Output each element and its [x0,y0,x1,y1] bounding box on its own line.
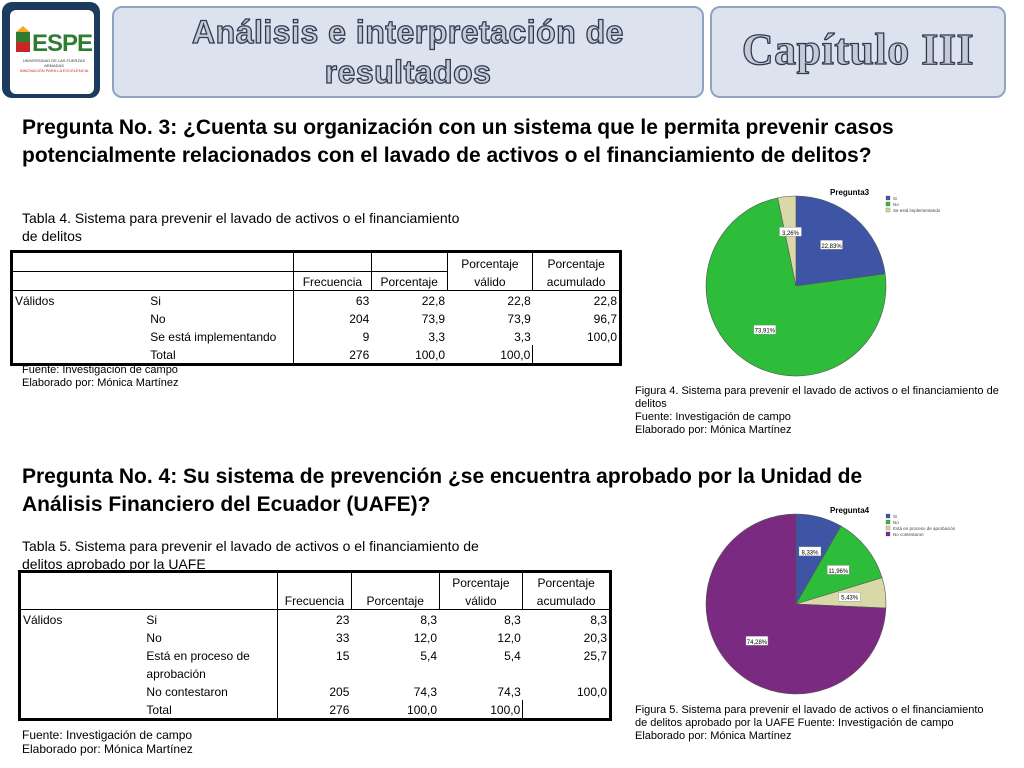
cell-frequency: 15 [278,646,352,664]
cell-frequency: 63 [293,291,371,310]
row-group-label: Válidos [23,613,63,627]
cell-valid-percent: 73,9 [507,312,531,326]
page-title-line1: Análisis e interpretación de [192,14,624,50]
chapter-title: Capítulo III [741,25,975,74]
table-header-row-2 [20,591,611,610]
cell-valid-percent: 8,3 [504,613,521,627]
table-header-row [12,252,621,272]
row-label: aprobación [146,667,206,681]
row-label: Si [146,613,158,627]
row-label: Total [150,348,176,362]
table-4-caption [22,209,522,245]
table-4-source-block [22,364,179,390]
row-label: Se está implementando [150,330,277,344]
legend-swatch [886,532,890,536]
cell-cumulative-percent: 100,0 [576,685,607,699]
cell-frequency: 276 [293,345,371,365]
row-label: No contestaron [146,685,228,699]
cell-valid-percent: 5,4 [504,649,521,663]
col-header-valid-top: Porcentaje [439,572,523,592]
cell-frequency: 204 [293,309,371,327]
cell-percent: 100,0 [415,348,446,362]
pie-chart-pregunta4 [700,500,1020,700]
cell-valid-percent: 3,3 [514,330,531,344]
table-row [20,682,611,700]
slice-label: 73,91% [754,328,776,335]
table-row [20,664,611,682]
logo-frame [2,2,100,98]
title-banner [112,6,704,98]
chapter-banner [710,6,1006,98]
row-label: Total [146,703,172,717]
cell-valid-percent: 22,8 [507,294,531,308]
espe-logo [10,10,94,94]
logo-subtitle: UNIVERSIDAD DE LAS FUERZAS ARMADAS [22,58,86,68]
table-row [12,327,621,345]
figure-5-caption [635,704,1020,743]
table-row-total [20,700,611,720]
table-4 [10,250,622,366]
cell-percent: 100,0 [407,703,438,717]
legend-swatch [886,208,890,212]
cell-percent: 8,3 [420,613,438,627]
cell-percent: 73,9 [421,312,446,326]
col-header-valid-bottom: válido [447,272,533,291]
table-5-source: Fuente: Investigación de campo [22,728,193,742]
logo-text: ESPE [32,30,93,57]
table-5 [18,570,612,721]
question-3-title-line2: potencialmente relacionados con el lavado de activos o el financiamiento de delitos? [22,144,872,167]
table-header-row-2 [12,272,621,291]
table-5-caption [22,537,502,573]
figure-4-source: Fuente: Investigación de campo [635,411,791,423]
legend-swatch [886,196,890,200]
col-header-cum-bottom: acumulado [533,272,621,291]
question-3-title [22,114,1012,170]
cell-valid-percent: 100,0 [490,703,521,717]
pie-title: Pregunta4 [830,506,870,515]
table-row [20,628,611,646]
cell-frequency: 33 [278,628,352,646]
question-4-title-line2: Análisis Financiero del Ecuador (UAFE)? [22,493,431,516]
table-row [20,610,611,629]
cell-cumulative-percent: 100,0 [586,330,617,344]
figure-4-caption [635,385,1020,437]
cell-valid-percent: 12,0 [497,631,521,645]
cell-percent: 5,4 [420,649,438,663]
table-row-total [12,345,621,365]
col-header-valid-top: Porcentaje [447,252,533,272]
cell-cumulative-percent [533,345,621,365]
table-4-caption-line1: Tabla 4. Sistema para prevenir el lavado de activos o el financiamiento [22,210,460,226]
cell-frequency: 205 [278,682,352,700]
logo-tagline: INNOVACIÓN PARA LA EXCELENCIA [19,68,89,73]
pie-title: Pregunta3 [830,188,870,197]
table-5-caption-line1: Tabla 5. Sistema para prevenir el lavado de activos o el financiamiento de [22,538,479,554]
col-header-percent: Porcentaje [351,591,439,610]
slice-label: 5,43% [841,595,859,602]
table-5-source-block [22,728,193,756]
cell-frequency: 276 [278,700,352,720]
row-label: Si [150,294,161,308]
cell-frequency: 9 [293,327,371,345]
table-row [12,309,621,327]
legend-swatch [886,514,890,518]
cell-percent: 74,3 [413,685,438,699]
legend-label: No contestaron [893,532,924,537]
figure-5-caption-line3: Elaborado por: Mónica Martínez [635,730,792,742]
figure-5-caption-line2: de delitos aprobado por la UAFE Fuente: Investigación de campo [635,717,954,729]
row-group-label: Válidos [15,294,55,308]
row-label: No [150,312,166,326]
legend-label: No [893,520,899,525]
figure-4-author: Elaborado por: Mónica Martínez [635,424,792,436]
slice-label: 11,96% [828,568,849,575]
figure-4-caption-line1: Figura 4. Sistema para prevenir el lavado de activos o el financiamiento de [635,385,999,397]
cell-cumulative-percent [523,700,611,720]
col-header-valid-bottom: válido [439,591,523,610]
slice-label: 22,83% [821,243,842,250]
cell-frequency: 23 [278,610,352,629]
table-4-source: Fuente: Investigación de campo [22,364,178,376]
row-label: No [146,631,162,645]
legend-label: Si [893,514,898,519]
table-header-row [20,572,611,592]
figure-5-caption-line1: Figura 5. Sistema para prevenir el lavado de activos o el financiamiento [635,704,984,716]
slice-label: 74,28% [746,639,768,646]
slice-label: 3,26% [781,230,799,237]
pie-chart-pregunta3 [700,182,1020,382]
legend-swatch [886,520,890,524]
cell-cumulative-percent: 8,3 [590,613,607,627]
legend-label: Está en proceso de aprobación [893,526,956,531]
table-5-caption-line2: delitos aprobado por la UAFE [22,556,206,572]
cell-cumulative-percent: 20,3 [583,631,607,645]
legend-swatch [886,526,890,530]
table-row [20,646,611,664]
col-header-percent: Porcentaje [371,272,447,291]
col-header-cum-top: Porcentaje [533,252,621,272]
cell-cumulative-percent: 22,8 [593,294,617,308]
col-header-cum-bottom: acumulado [523,591,611,610]
legend-label: No [893,202,899,207]
col-header-frequency: Frecuencia [278,591,352,610]
page-title-line2: resultados [324,54,492,90]
figure-4-caption-line2: delitos [635,398,667,410]
table-4-caption-line2: de delitos [22,228,82,244]
cell-cumulative-percent: 96,7 [593,312,617,326]
cell-percent: 12,0 [413,631,438,645]
table-row [12,291,621,310]
question-4-title-line1: Pregunta No. 4: Su sistema de prevención ¿se encuentra aprobado por la Unidad de [22,465,863,488]
question-3-title-line1: Pregunta No. 3: ¿Cuenta su organización con un sistema que le permita prevenir casos [22,116,894,139]
slice-label: 8,33% [801,550,819,557]
cell-percent: 3,3 [428,330,446,344]
row-label: Está en proceso de [146,649,250,663]
cell-percent: 22,8 [421,294,446,308]
legend-label: Si [893,196,898,201]
cell-cumulative-percent: 25,7 [583,649,607,663]
col-header-cum-top: Porcentaje [523,572,611,592]
cell-valid-percent: 100,0 [500,348,531,362]
cell-valid-percent: 74,3 [497,685,521,699]
legend-label: Se está implementando [893,208,941,213]
table-4-author: Elaborado por: Mónica Martínez [22,377,179,389]
legend-swatch [886,202,890,206]
col-header-frequency: Frecuencia [293,272,371,291]
table-5-author: Elaborado por: Mónica Martínez [22,742,193,756]
